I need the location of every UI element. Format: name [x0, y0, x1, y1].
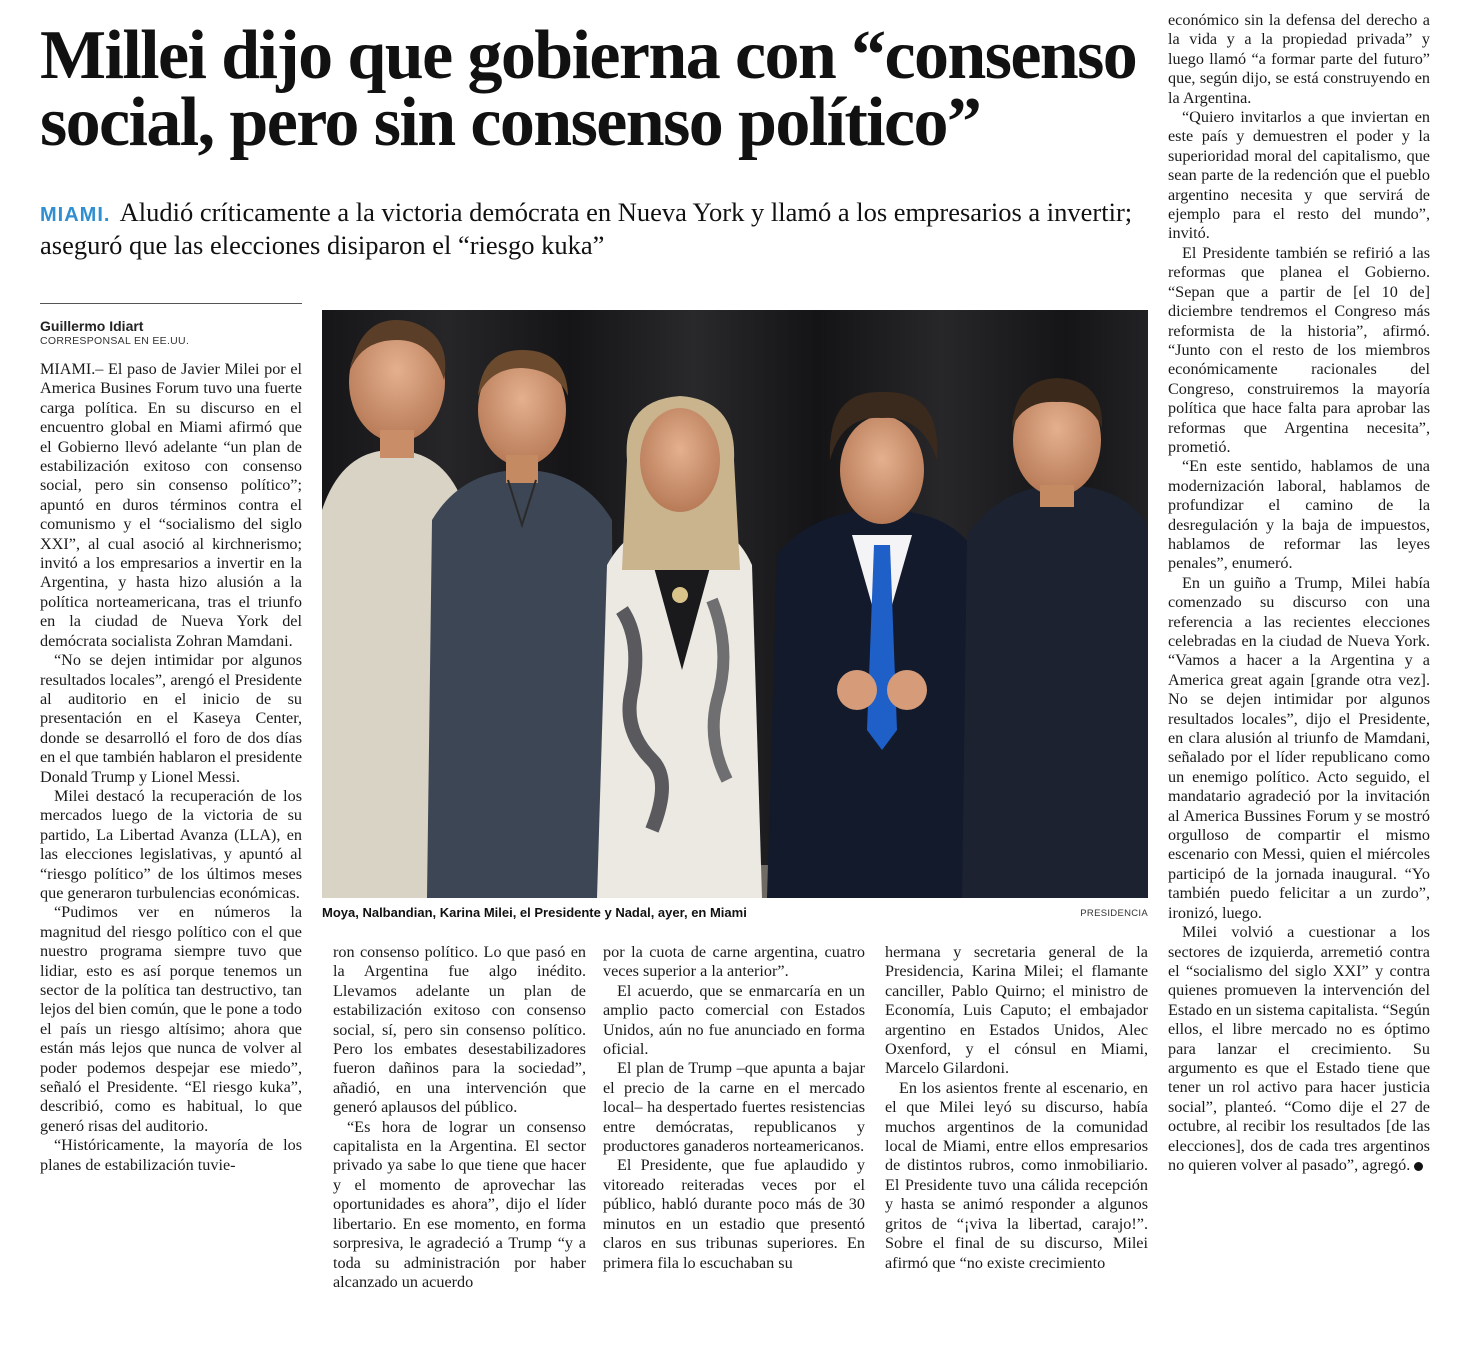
photo-caption: Moya, Nalbandian, Karina Milei, el Presidente y Nadal, ayer, en Miami — [322, 905, 747, 920]
paragraph: hermana y secretaria general de la Presidencia, Karina Milei; el flamante canciller, Pablo Quirno; el ministro de Economía, Luis Caputo; el embajador argentino en Estados Unidos, Alec Oxenford, y el cónsul en Miami, Marcelo Gilardoni. — [885, 943, 1148, 1078]
paragraph: Milei destacó la recuperación de los mercados luego de la victoria de su partido, La Libertad Avanza (LLA), en las elecciones legislativas, y apuntó al “riesgo político” de los últimos meses que generaron turbulencias económicas. — [40, 786, 302, 902]
headline-line-2: social, pero sin consenso político” — [40, 84, 981, 161]
paragraph: El Presidente también se refirió a las reformas que planea el Gobierno. “Sepan que a partir de [el 10 de] diciembre tendremos el Congreso más reformista de la historia”, afirmó. “Junto con el resto de los miembros económicamente racionales del Congreso, construiremos la mayoría política que hace falta para aprobar las reformas que Argentina necesita”, prometió. — [1168, 243, 1430, 456]
paragraph: por la cuota de carne argentina, cuatro veces superior a la anterior”. — [603, 943, 865, 981]
column-2 — [333, 943, 586, 1292]
photo-illustration — [322, 310, 1148, 898]
paragraph-final-text: Milei volvió a cuestionar a los sectores de izquierda, arremetió contra el “socialismo del siglo XXI” y contra quienes promueven la intervención del Estado en un sistema capitalista. “Según ellos, el libre mercado no es óptimo para lanzar el crecimiento. Su argumento es que el Estado tiene que tener un rol activo para hacer justicia social”, planteó. “Como dije el 27 de octubre, al recibir los resultados [de las elecciones], dos de cada tres argentinos no quieren volver al pasado”, agregó. — [1168, 923, 1430, 1174]
paragraph: “En este sentido, hablamos de una modernización laboral, hablamos de profundizar el camino de la desregulación y la baja de impuestos, hablamos de reformar las leyes penales”, enumeró. — [1168, 457, 1430, 573]
column-5 — [1168, 11, 1430, 1175]
headline — [40, 17, 1160, 161]
paragraph: “Pudimos ver en números la magnitud del riesgo político con el que nuestro programa siempre tuvo que lidiar, esto es así porque tenemos un sector de la política tan destructivo, tan lejos del bien común, que le pone a todo el país un riesgo altísimo; ahora que están más lejos que nunca de volver al poder podemos despejar ese miedo”, señaló el Presidente. “El riesgo kuka”, describió, como es habitual, lo que generó risas del auditorio. — [40, 903, 302, 1135]
paragraph: MIAMI.– El paso de Javier Milei por el America Busines Forum tuvo una fuerte carga política. En su discurso en el encuentro global en Miami afirmó que el Gobierno llevó adelante “un plan de estabilización exitoso con consenso social, pero sin consenso político”; apuntó en duros términos contra el comunismo y el “socialismo del siglo XXI”, al cual asoció al kirchnerismo; invitó a los empresarios a invertir en la Argentina, y hasta hizo alusión a la política norteamericana, tras el triunfo en la ciudad de Nueva York del demócrata socialista Zohran Mamdani. — [40, 360, 302, 650]
deck — [40, 197, 1155, 260]
byline-rule — [40, 303, 302, 304]
column-3 — [603, 943, 865, 1273]
paragraph-final — [1168, 923, 1430, 1175]
paragraph: “No se dejen intimidar por algunos resultados locales”, arengó el Presidente al auditorio en el inicio de su presentación en el Kaseya Center, donde se desarrolló el foro de dos días en el que también hablaron el presidente Donald Trump y Lionel Messi. — [40, 651, 302, 786]
paragraph: En los asientos frente al escenario, en el que Milei leyó su discurso, había muchos argentinos de la comunidad local de Miami, entre ellos empresarios de distintos rubros, como inmobiliario. El Presidente tuvo una cálida recepción y hasta se animó responder a algunos gritos de “¡viva la libertad, carajo!”. Sobre el final de su discurso, Milei afirmó que “no existe crecimiento — [885, 1078, 1148, 1272]
paragraph: El Presidente, que fue aplaudido y vitoreado reiteradas veces por el público, habló durante poco más de 30 minutos en un estadio que presentó claros en sus tribunas superiores. En primera fila lo escuchaban su — [603, 1156, 865, 1272]
paragraph: económico sin la defensa del derecho a la vida y a la propiedad privada” y luego llamó “a formar parte del futuro” que, según dijo, se está construyendo en la Argentina. — [1168, 11, 1430, 107]
author-name: Guillermo Idiart — [40, 318, 144, 334]
photo-credit: PRESIDENCIA — [1080, 908, 1148, 919]
article-photo — [322, 310, 1148, 898]
column-1 — [40, 360, 302, 1175]
column-4 — [885, 943, 1148, 1273]
paragraph: “Quiero invitarlos a que inviertan en este país y demuestren el poder y la superioridad moral del capitalismo, que sean parte de la redención que el pueblo argentino necesita y que servirá de ejemplo para el resto del mundo”, invitó. — [1168, 108, 1430, 243]
headline-line-1: Millei dijo que gobierna con “consenso — [40, 17, 1137, 94]
paragraph: ron consenso político. Lo que pasó en la Argentina fue algo inédito. Llevamos adelante un plan de estabilización exitoso con consenso social, sí, pero sin consenso político. Pero los embates desestabilizadores fueron dañinos para la sociedad”, añadió, en una intervención que generó aplausos del público. — [333, 943, 586, 1117]
deck-dateline: MIAMI. — [40, 204, 111, 226]
author-role: CORRESPONSAL EN EE.UU. — [40, 335, 190, 347]
paragraph: En un guiño a Trump, Milei había comenzado su discurso con una referencia a las recientes elecciones celebradas en la ciudad de Nueva York. “Vamos a hacer a la Argentina y a America great again [grande otra vez]. No se dejen intimidar por algunos resultados locales”, dijo el Presidente, en clara alusión al triunfo de Mamdani, señalado por el líder republicano como un enemigo político. Acto seguido, el mandatario agradeció por la invitación al America Bussines Forum y se mostró orgulloso de compartir el mismo escenario con Messi, quien el miércoles participó de la jornada inaugural. “Yo también puedo felicitar a un zurdo”, ironizó, luego. — [1168, 573, 1430, 922]
paragraph: El plan de Trump –que apunta a bajar el precio de la carne en el mercado local– ha despertado fuertes resistencias entre demócratas, republicanos y productores ganaderos norteamericanos. — [603, 1059, 865, 1156]
end-of-article-icon — [1414, 1162, 1423, 1171]
deck-text: Aludió críticamente a la victoria demócrata en Nueva York y llamó a los empresarios a invertir; aseguró que las elecciones disiparon el “riesgo kuka” — [40, 197, 1133, 260]
paragraph: “Históricamente, la mayoría de los planes de estabilización tuvie- — [40, 1136, 302, 1174]
paragraph: El acuerdo, que se enmarcaría en un amplio pacto comercial con Estados Unidos, aún no fue anunciado en forma oficial. — [603, 981, 865, 1059]
paragraph: “Es hora de lograr un consenso capitalista en la Argentina. El sector privado ya sabe lo que tiene que hacer y el momento de aprovechar las oportunidades es ahora”, dijo el líder libertario. En ese momento, en forma sorpresiva, le agradeció a Trump “y a toda su administración por haber alcanzado un acuerdo — [333, 1117, 586, 1291]
